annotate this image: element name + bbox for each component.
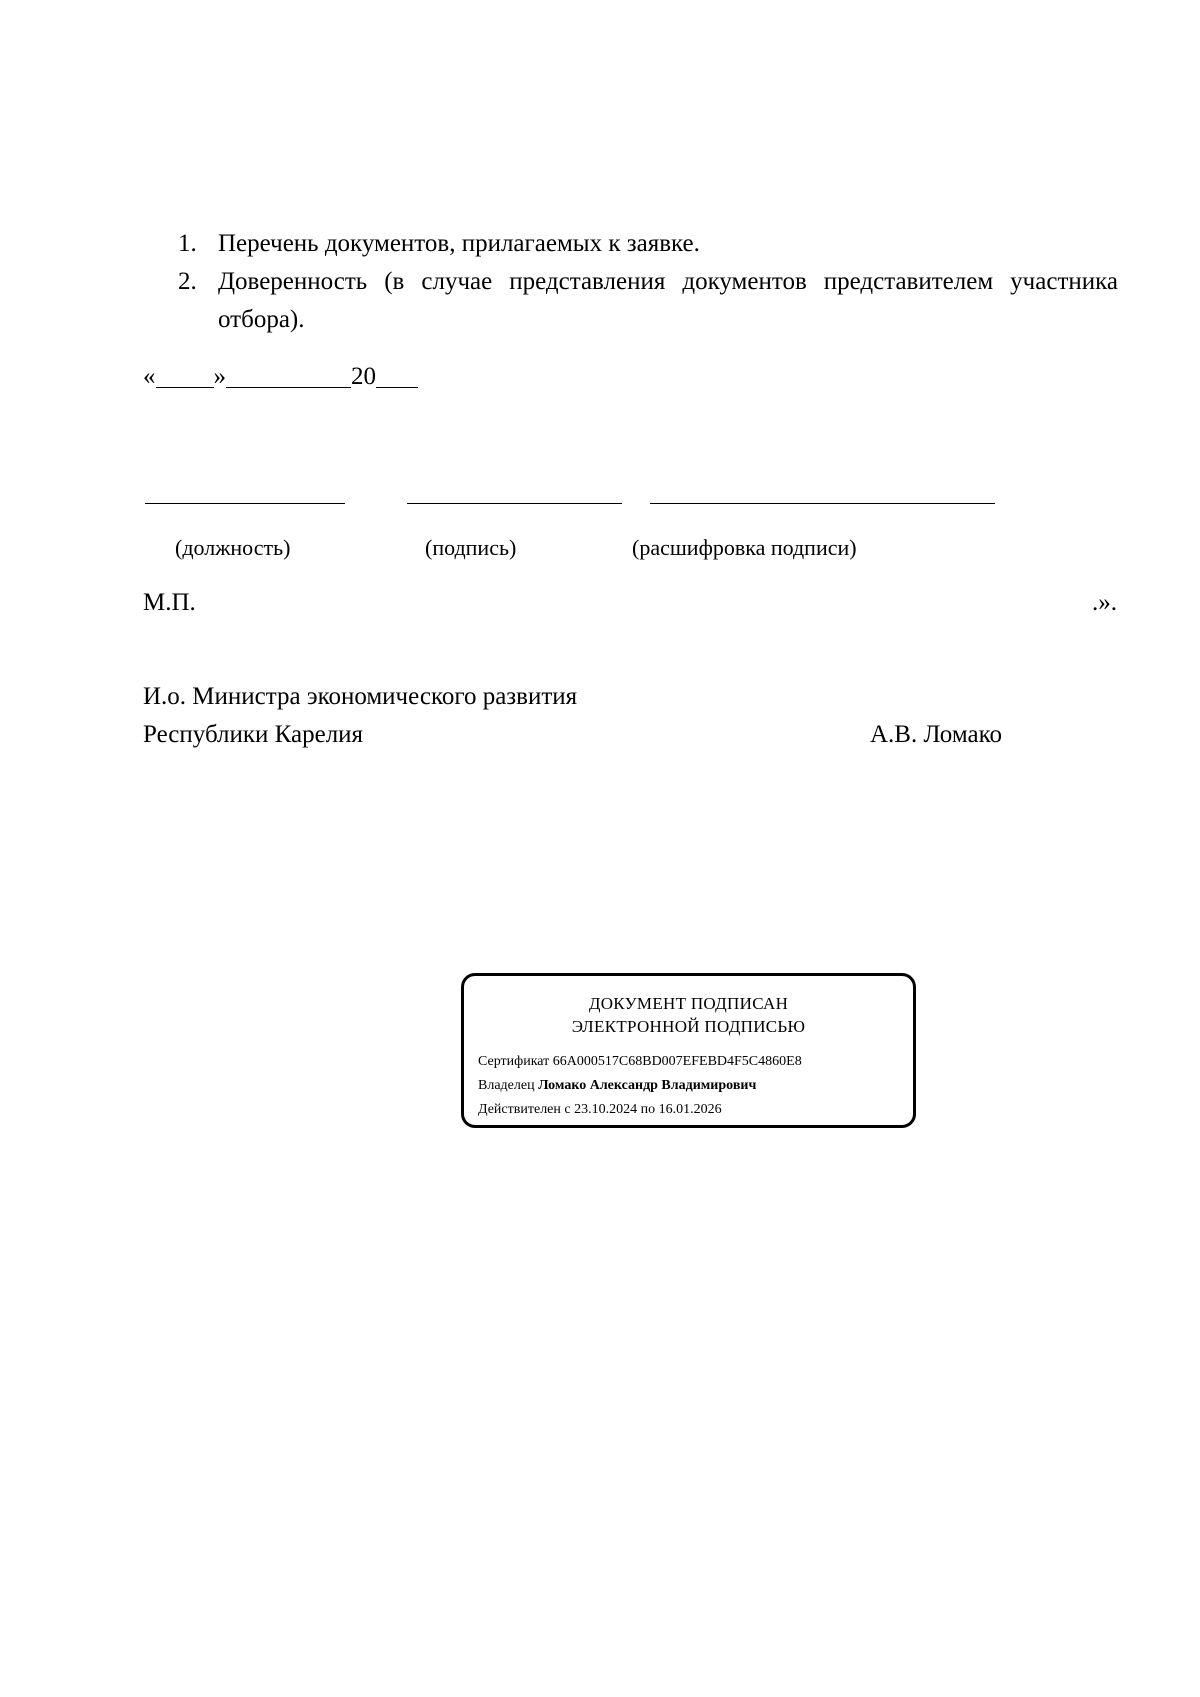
date-line: [143, 358, 418, 396]
date-open-quote: «: [143, 363, 156, 390]
valid-to-date: 16.01.2026: [658, 1102, 722, 1117]
position-line: [145, 503, 345, 504]
date-close-quote: »: [213, 363, 226, 390]
stamp-place-label: М.П.: [143, 589, 196, 616]
valid-to-label: по: [640, 1102, 656, 1117]
owner-label: Владелец: [478, 1078, 535, 1093]
attachment-number: 2.: [178, 268, 197, 295]
attachment-number: 1.: [178, 230, 197, 257]
position-caption: (должность): [175, 535, 291, 560]
attachment-item: [178, 225, 1118, 263]
year-blank: [376, 361, 418, 388]
certificate-label: Сертификат: [478, 1054, 550, 1069]
valid-from-label: с: [564, 1102, 571, 1117]
certificate-value: 66A000517C68BD007EFEBD4F5C4860E8: [552, 1054, 802, 1069]
owner-value: Ломако Александр Владимирович: [538, 1078, 757, 1093]
signature-caption: (подпись): [425, 535, 517, 560]
valid-from-date: 23.10.2024: [574, 1102, 638, 1117]
decoding-line: [650, 503, 995, 504]
valid-label: Действителен: [478, 1102, 561, 1117]
decoding-caption: (расшифровка подписи): [632, 535, 857, 560]
attachment-text: Перечень документов, прилагаемых к заявке.: [218, 230, 700, 257]
signer-title-line1: И.о. Министра экономического развития: [143, 683, 578, 710]
month-blank: [226, 361, 351, 388]
e-signature-stamp: [461, 973, 916, 1128]
attachment-item: [178, 263, 1118, 339]
attachment-text: Доверенность (в случае представления документов представителем участника отбора).: [218, 268, 1118, 333]
stamp-validity-row: [478, 1100, 722, 1120]
stamp-title-line2: ЭЛЕКТРОННОЙ ПОДПИСЬЮ: [571, 1017, 806, 1036]
closing-mark: .».: [1092, 589, 1117, 616]
signature-line: [407, 503, 622, 504]
signer-name: А.В. Ломако: [870, 721, 1002, 748]
stamp-owner-row: [478, 1076, 756, 1096]
day-blank: [156, 361, 214, 388]
stamp-title-line1: ДОКУМЕНТ ПОДПИСАН: [588, 994, 789, 1013]
attachments-list: [178, 225, 1118, 339]
signer-title: [143, 678, 577, 754]
date-century: 20: [351, 363, 376, 390]
stamp-certificate-row: [478, 1052, 802, 1072]
signer-title-line2: Республики Карелия: [143, 721, 364, 748]
